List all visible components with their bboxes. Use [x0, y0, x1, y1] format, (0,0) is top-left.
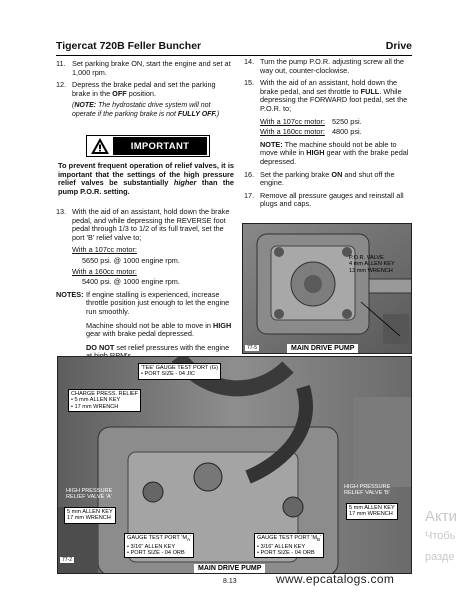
- callout-line: GAUGE TEST PORT '$M_A$': [127, 535, 192, 543]
- activation-watermark-line3: разде: [425, 551, 455, 563]
- step-number: 11.: [56, 59, 66, 68]
- step-text-bold: OFF: [112, 88, 127, 98]
- important-notice: [58, 135, 234, 196]
- step-11: [56, 60, 232, 77]
- relief-valve-b-label: [342, 483, 392, 498]
- motor-160-value: 5400 psi. @ 1000 engine rpm.: [82, 277, 180, 287]
- callout-line: 4 mm ALLEN KEY: [349, 261, 395, 268]
- motor-107-value: 5650 psi. @ 1000 engine rpm.: [82, 255, 180, 265]
- pump-photo-por-valve: [242, 223, 412, 354]
- note-label: NOTE:: [260, 139, 283, 149]
- pump-photo-test-ports: [57, 356, 412, 574]
- step-text: and shut off the engine.: [260, 169, 395, 188]
- motor-160-row: [244, 128, 412, 137]
- callout-line: CHARGE PRESS. RELIEF: [71, 391, 139, 397]
- callout-text: GAUGE TEST PORT 'M: [257, 535, 318, 541]
- motor-107-value: 5250 psi.: [332, 116, 362, 126]
- step-text: With the aid of an assistant, hold down the brake pedal, and set throttle to: [260, 78, 398, 96]
- step-15: [244, 79, 412, 113]
- callout-text: GAUGE TEST PORT 'M: [127, 535, 188, 541]
- note-label: NOTE:: [74, 102, 97, 110]
- note-text: set relief pressures with the engine: [116, 342, 230, 352]
- step-text: Set parking brake ON, start the engine and set at 1,000 rpm.: [72, 59, 231, 77]
- callout-line: HIGH PRESSURE: [66, 488, 113, 494]
- site-url: www.epcatalogs.com: [276, 572, 395, 586]
- step-text-bold: ON: [331, 169, 343, 179]
- important-text-emphasis: higher: [173, 178, 197, 188]
- step-text: Turn the pump P.O.R. adjusting screw all the way out, counter-clockwise.: [260, 57, 404, 75]
- step-number: 12.: [56, 80, 67, 90]
- motor-160-label: With a 160cc motor:: [72, 266, 137, 276]
- note-text-bold: HIGH: [306, 148, 325, 158]
- callout-line: • 5 mm ALLEN KEY: [71, 397, 121, 404]
- callout-line: • PORT SIZE - 04 JIC: [141, 371, 195, 378]
- note-item: If engine stalling is experienced, increase throttle position just enough to let the engine run smoothly.: [86, 289, 230, 316]
- callout-line: 17 mm WRENCH: [67, 515, 111, 522]
- right-column: [244, 58, 412, 213]
- important-text: [58, 162, 234, 196]
- callout-subscript: A: [187, 537, 191, 543]
- activation-watermark-line2: Чтобь: [425, 530, 456, 542]
- note-item: [86, 322, 236, 339]
- step-text: . While depressing the FORWARD foot pedal, set the P.O.R. to;: [260, 86, 408, 113]
- figure-caption: MAIN DRIVE PUMP: [194, 564, 265, 573]
- charge-relief-callout: [68, 389, 141, 412]
- tee-gauge-port-callout: [138, 363, 221, 380]
- callout-line: RELIEF VALVE 'A': [66, 494, 112, 501]
- gauge-port-ma-callout: [124, 533, 194, 558]
- note-text-bold: DO NOT: [86, 342, 115, 352]
- important-text-part: than the pump P.O.R. setting.: [58, 178, 234, 196]
- motor-107-label: With a 107cc motor:: [72, 245, 137, 255]
- notes-block: [56, 291, 236, 361]
- note-text: gear with brake pedal depressed.: [86, 329, 194, 339]
- gauge-port-mb-callout: [254, 533, 324, 558]
- step-13: [56, 208, 236, 242]
- callout-line: • 17 mm WRENCH: [71, 403, 119, 410]
- step-number: 14.: [244, 57, 255, 66]
- motor-107-label: With a 107cc motor:: [260, 116, 325, 126]
- callout-line: RELIEF VALVE 'B': [344, 490, 390, 497]
- step-text: position.: [126, 88, 156, 98]
- important-label: IMPORTANT: [113, 137, 207, 155]
- pump-photo-illustration: [243, 224, 412, 354]
- callout-line: GAUGE TEST PORT '$M_B$': [257, 535, 322, 543]
- callout-line: • 3/16" ALLEN KEY: [257, 543, 306, 550]
- activation-watermark-line1: Акти: [425, 508, 457, 525]
- relief-valve-b-tools: [346, 503, 398, 520]
- step-number: 16.: [244, 169, 255, 179]
- step-17: [244, 192, 412, 209]
- note-15: [244, 141, 412, 167]
- note-text: Machine should not be able to move in: [86, 320, 213, 330]
- callout-line: • PORT SIZE - 04 ORB: [127, 549, 185, 556]
- figure-number: 77-2: [62, 557, 73, 563]
- por-valve-callout: [347, 254, 397, 275]
- step-16: [244, 171, 412, 188]
- step-number: 17.: [244, 190, 255, 200]
- note-text-bold: FULLY OFF.: [177, 110, 217, 118]
- note-text: ): [216, 110, 220, 118]
- callout-line: 'TEE' GAUGE TEST PORT (G): [141, 365, 218, 371]
- step-14: [244, 58, 412, 75]
- callout-line: 13 mm WRENCH: [349, 267, 393, 274]
- relief-valve-a-tools: [64, 507, 116, 524]
- note-text: gear with the brake pedal depressed.: [260, 148, 409, 166]
- motor-160-value: 4800 psi.: [332, 127, 362, 137]
- note-text: The machine should not be able to move while in: [260, 139, 397, 158]
- section-title: Drive: [385, 40, 412, 52]
- left-column-lower: [56, 208, 236, 366]
- callout-line: • PORT SIZE - 04 ORB: [257, 549, 315, 556]
- motor-107-row: [244, 118, 412, 127]
- step-text: Set the parking brake: [260, 169, 332, 179]
- callout-line: 5 mm ALLEN KEY: [349, 505, 395, 511]
- notes-label: NOTES:: [56, 289, 84, 299]
- left-column-top: [56, 60, 232, 123]
- important-text-part: To prevent frequent operation of relief valves, it is important that the settings of the high pressure relief valves be substantially: [58, 161, 234, 188]
- callout-line: 17 mm WRENCH: [349, 511, 393, 518]
- callout-line: 5 mm ALLEN KEY: [67, 509, 113, 515]
- callout-line: • 3/16" ALLEN KEY: [127, 543, 176, 550]
- note-text: The hydrostatic drive system will not operate if the parking brake is not: [72, 102, 211, 118]
- step-text: Depress the brake pedal and set the parking brake in the: [72, 80, 216, 98]
- note-12: (NOTE: The hydrostatic drive system will not operate if the parking brake is not FULLY OFF.): [72, 102, 220, 118]
- relief-valve-a-label: [64, 487, 114, 502]
- motor-160-label: With a 160cc motor:: [260, 127, 325, 137]
- step-12: [56, 81, 232, 98]
- step-text: Remove all pressure gauges and reinstall all plugs and caps.: [260, 190, 404, 209]
- step-number: 15.: [244, 78, 255, 88]
- callout-subscript: B: [317, 537, 321, 543]
- important-badge: [86, 135, 210, 157]
- figure-number: 77-5: [247, 345, 258, 351]
- step-text-bold: FULL: [360, 86, 380, 96]
- page-number: 8.13: [223, 578, 237, 585]
- warning-triangle-icon: [87, 136, 113, 156]
- callout-line: P.O.R. VALVE: [349, 255, 384, 261]
- note-text-bold: HIGH: [212, 320, 232, 330]
- step-number: 13.: [56, 207, 67, 216]
- callout-line: HIGH PRESSURE: [344, 484, 391, 490]
- figure-caption: MAIN DRIVE PUMP: [287, 344, 358, 353]
- step-text: With the aid of an assistant, hold down the brake pedal, and while depressing the REVERSE foot pedal through 1/3 to 1/2 of its full travel, set the port 'B' relief valve to;: [72, 207, 230, 242]
- document-title: Tigercat 720B Feller Buncher: [56, 40, 202, 52]
- page-header: [56, 40, 412, 56]
